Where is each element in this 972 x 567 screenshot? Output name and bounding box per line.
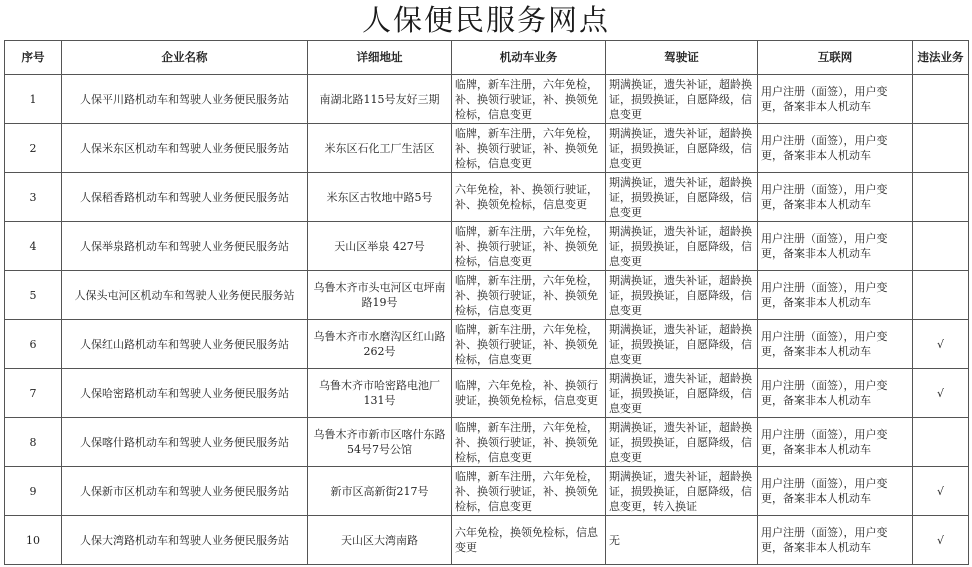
- check-icon: √: [913, 320, 969, 369]
- header-internet: 互联网: [758, 41, 913, 75]
- header-vehicle: 机动车业务: [452, 41, 606, 75]
- cell-internet: 用户注册（面签），用户变更，备案非本人机动车: [758, 320, 913, 369]
- cell-vehicle: 临牌，新车注册，六年免检，补、换领行驶证，补、换领免检标，信息变更: [452, 320, 606, 369]
- table-row: [5, 320, 969, 369]
- cell-address: 乌鲁木齐市新市区喀什东路54号7号公馆: [308, 418, 452, 467]
- cell-license: 无: [606, 516, 758, 565]
- table-row: [5, 75, 969, 124]
- cell-name: 人保平川路机动车和驾驶人业务便民服务站: [62, 75, 308, 124]
- cell-violation: [913, 124, 969, 173]
- cell-violation: [913, 75, 969, 124]
- check-icon: √: [913, 467, 969, 516]
- cell-no: 2: [5, 124, 62, 173]
- cell-vehicle: 六年免检，补、换领行驶证，补、换领免检标，信息变更: [452, 173, 606, 222]
- cell-violation: [913, 222, 969, 271]
- cell-internet: 用户注册（面签），用户变更，备案非本人机动车: [758, 271, 913, 320]
- header-violation: 违法业务: [913, 41, 969, 75]
- cell-violation: [913, 271, 969, 320]
- header-row: [5, 41, 969, 75]
- table-row: [5, 418, 969, 467]
- cell-address: 天山区举泉 427号: [308, 222, 452, 271]
- cell-address: 新市区高新街217号: [308, 467, 452, 516]
- cell-no: 9: [5, 467, 62, 516]
- cell-license: 期满换证，遗失补证，超龄换证，损毁换证，自愿降级，信息变更: [606, 369, 758, 418]
- cell-vehicle: 临牌，新车注册，六年免检，补、换领行驶证，补、换领免检标，信息变更: [452, 467, 606, 516]
- cell-vehicle: 临牌，六年免检，补、换领行驶证，换领免检标，信息变更: [452, 369, 606, 418]
- header-address: 详细地址: [308, 41, 452, 75]
- cell-license: 期满换证，遗失补证，超龄换证，损毁换证，自愿降级，信息变更: [606, 271, 758, 320]
- table-row: [5, 271, 969, 320]
- cell-internet: 用户注册（面签），用户变更，备案非本人机动车: [758, 173, 913, 222]
- cell-name: 人保红山路机动车和驾驶人业务便民服务站: [62, 320, 308, 369]
- table-row: [5, 222, 969, 271]
- cell-internet: 用户注册（面签），用户变更，备案非本人机动车: [758, 75, 913, 124]
- cell-license: 期满换证，遗失补证，超龄换证，损毁换证，自愿降级，信息变更: [606, 222, 758, 271]
- header-name: 企业名称: [62, 41, 308, 75]
- cell-vehicle: 临牌，新车注册，六年免检，补、换领行驶证，补、换领免检标，信息变更: [452, 75, 606, 124]
- table-row: [5, 516, 969, 565]
- cell-internet: 用户注册（面签），用户变更，备案非本人机动车: [758, 124, 913, 173]
- cell-address: 南湖北路115号友好三期: [308, 75, 452, 124]
- cell-license: 期满换证，遗失补证，超龄换证，损毁换证，自愿降级，信息变更，转入换证: [606, 467, 758, 516]
- cell-vehicle: 临牌，新车注册，六年免检，补、换领行驶证，补、换领免检标，信息变更: [452, 222, 606, 271]
- cell-no: 6: [5, 320, 62, 369]
- cell-internet: 用户注册（面签），用户变更，备案非本人机动车: [758, 222, 913, 271]
- cell-internet: 用户注册（面签），用户变更，备案非本人机动车: [758, 516, 913, 565]
- cell-license: 期满换证，遗失补证，超龄换证，损毁换证，自愿降级，信息变更: [606, 418, 758, 467]
- cell-vehicle: 六年免检，换领免检标，信息变更: [452, 516, 606, 565]
- cell-vehicle: 临牌，新车注册，六年免检，补、换领行驶证，补、换领免检标，信息变更: [452, 271, 606, 320]
- cell-internet: 用户注册（面签），用户变更，备案非本人机动车: [758, 418, 913, 467]
- cell-name: 人保米东区机动车和驾驶人业务便民服务站: [62, 124, 308, 173]
- cell-license: 期满换证，遗失补证，超龄换证，损毁换证，自愿降级，信息变更: [606, 320, 758, 369]
- cell-address: 乌鲁木齐市头屯河区屯坪南路19号: [308, 271, 452, 320]
- cell-address: 米东区石化工厂生活区: [308, 124, 452, 173]
- cell-no: 5: [5, 271, 62, 320]
- cell-internet: 用户注册（面签），用户变更，备案非本人机动车: [758, 369, 913, 418]
- cell-license: 期满换证，遗失补证，超龄换证，损毁换证，自愿降级，信息变更: [606, 75, 758, 124]
- cell-internet: 用户注册（面签），用户变更，备案非本人机动车: [758, 467, 913, 516]
- check-icon: √: [913, 369, 969, 418]
- header-no: 序号: [5, 41, 62, 75]
- cell-no: 4: [5, 222, 62, 271]
- cell-address: 乌鲁木齐市水磨沟区红山路262号: [308, 320, 452, 369]
- service-points-table: [4, 40, 969, 565]
- cell-address: 天山区大湾南路: [308, 516, 452, 565]
- cell-no: 10: [5, 516, 62, 565]
- table-row: [5, 467, 969, 516]
- table-row: [5, 124, 969, 173]
- cell-violation: [913, 173, 969, 222]
- cell-name: 人保稻香路机动车和驾驶人业务便民服务站: [62, 173, 308, 222]
- check-icon: √: [913, 516, 969, 565]
- cell-no: 8: [5, 418, 62, 467]
- cell-name: 人保头屯河区机动车和驾驶人业务便民服务站: [62, 271, 308, 320]
- cell-no: 7: [5, 369, 62, 418]
- cell-name: 人保哈密路机动车和驾驶人业务便民服务站: [62, 369, 308, 418]
- table-row: [5, 173, 969, 222]
- cell-name: 人保举泉路机动车和驾驶人业务便民服务站: [62, 222, 308, 271]
- cell-name: 人保大湾路机动车和驾驶人业务便民服务站: [62, 516, 308, 565]
- cell-name: 人保喀什路机动车和驾驶人业务便民服务站: [62, 418, 308, 467]
- cell-violation: [913, 418, 969, 467]
- cell-license: 期满换证，遗失补证，超龄换证，损毁换证，自愿降级，信息变更: [606, 173, 758, 222]
- cell-address: 乌鲁木齐市哈密路电池厂131号: [308, 369, 452, 418]
- cell-license: 期满换证，遗失补证，超龄换证，损毁换证，自愿降级，信息变更: [606, 124, 758, 173]
- table-row: [5, 369, 969, 418]
- header-license: 驾驶证: [606, 41, 758, 75]
- cell-no: 3: [5, 173, 62, 222]
- cell-name: 人保新市区机动车和驾驶人业务便民服务站: [62, 467, 308, 516]
- cell-vehicle: 临牌，新车注册，六年免检，补、换领行驶证，补、换领免检标，信息变更: [452, 124, 606, 173]
- cell-vehicle: 临牌，新车注册，六年免检，补、换领行驶证，补、换领免检标，信息变更: [452, 418, 606, 467]
- cell-address: 米东区古牧地中路5号: [308, 173, 452, 222]
- page-title: 人保便民服务网点: [361, 3, 610, 37]
- cell-no: 1: [5, 75, 62, 124]
